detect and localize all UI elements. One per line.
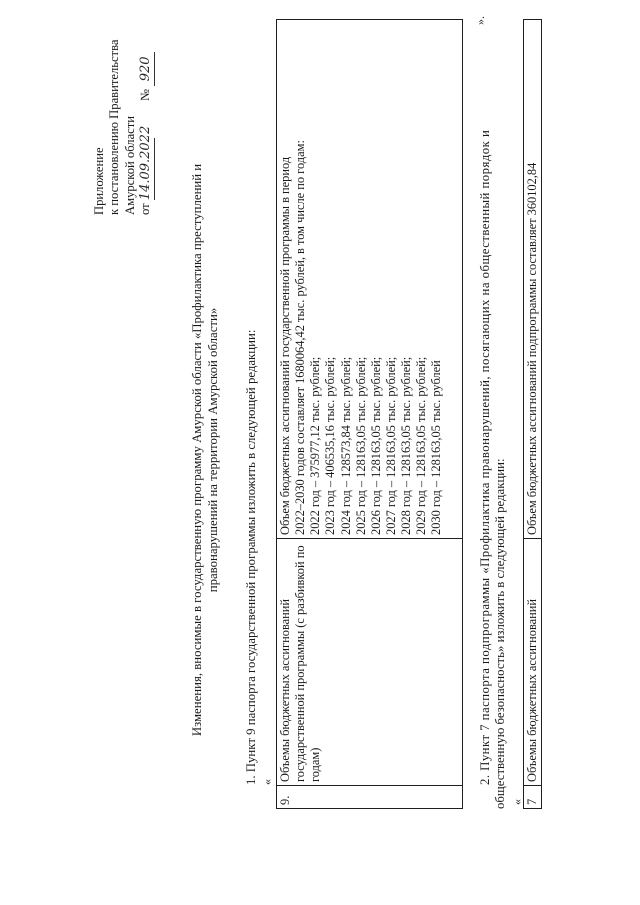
value-line: 2022–2030 годов составляет 1680064,42 тыс. рублей, в том числе по годам: <box>293 140 308 535</box>
row-label: Объемы бюджетных ассигнований <box>524 539 542 786</box>
item-2-open-quote: « <box>510 799 524 805</box>
item-2-text-line-2: общественную безопасность» изложить в следующей редакции: <box>493 458 507 809</box>
value-line: 2027 год – 128163,05 тыс. рублей; <box>383 356 398 535</box>
row-value <box>277 20 463 539</box>
item-1-text: 1. Пункт 9 паспорта государственной программы изложить в следующей редакции: <box>244 329 258 785</box>
document-title <box>190 125 221 775</box>
row-number: 7 <box>524 786 542 809</box>
value-line: Объем бюджетных ассигнований государственной программы в период <box>278 156 292 535</box>
from-label: от <box>138 203 153 215</box>
value-line: 2026 год – 128163,05 тыс. рублей; <box>368 356 383 535</box>
table-row <box>524 20 542 809</box>
value-line: 2022 год – 375977,12 тыс. рублей; <box>308 356 323 535</box>
value-line: 2024 год – 128573,84 тыс. рублей; <box>338 356 353 535</box>
handwritten-date: 14.09.2022 <box>138 125 154 201</box>
table-row <box>277 20 463 809</box>
item-1-close-quote: ». <box>473 16 487 25</box>
passport-table-2 <box>523 19 542 809</box>
row-number: 9. <box>277 786 463 809</box>
appendix-date-line <box>138 15 155 215</box>
appendix-line-2: к постановлению Правительства <box>107 39 122 215</box>
item-1-open-quote: « <box>260 779 274 785</box>
value-line: 2029 год – 128163,05 тыс. рублей; <box>414 356 429 535</box>
appendix-block <box>92 15 155 215</box>
item-2-text-line-1: 2. Пункт 7 паспорта подпрограммы «Профилактика правонарушений, посягающих на общественный порядок и <box>478 129 492 785</box>
appendix-line-1: Приложение <box>92 147 106 215</box>
title-line-1: Изменения, вносимые в государственную программу Амурской области «Профилактика преступлений и <box>190 163 204 737</box>
passport-table-1 <box>276 19 463 809</box>
value-line: 2025 год – 128163,05 тыс. рублей; <box>353 356 368 535</box>
handwritten-number: 920 <box>138 52 155 86</box>
number-label: № <box>138 89 153 102</box>
value-line: 2023 год – 406535,16 тыс. рублей; <box>323 356 338 535</box>
appendix-line-3: Амурской области <box>122 115 137 215</box>
title-line-2: правонарушений на территории Амурской области» <box>205 307 220 593</box>
row-value: Объем бюджетных ассигнований подпрограммы составляет 360102,84 <box>524 20 542 539</box>
row-label: Объемы бюджетных ассигнований государственной программы (с разбивкой по годам) <box>277 539 463 786</box>
value-line: 2030 год – 128163,05 тыс. рублей <box>429 360 444 535</box>
value-line: 2028 год – 128163,05 тыс. рублей; <box>399 356 413 535</box>
